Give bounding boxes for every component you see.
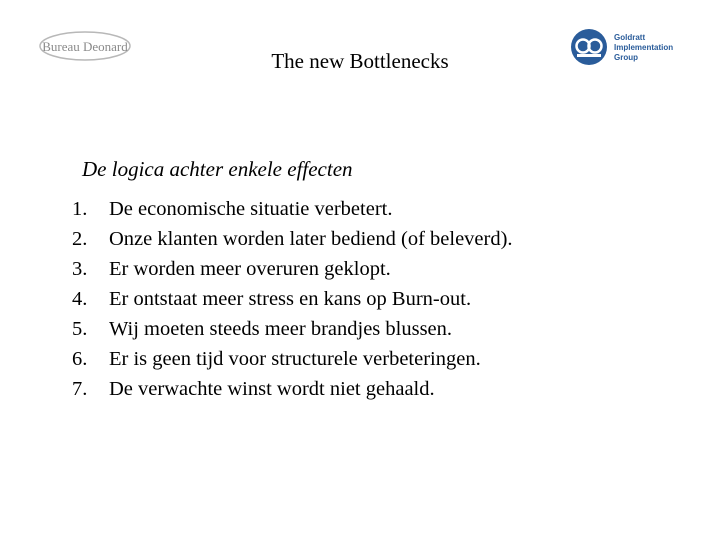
item-text: Wij moeten steeds meer brandjes blussen. [109,318,453,340]
list-item [72,284,513,314]
goldratt-brand-text: Goldratt Implementation Group [614,33,674,62]
item-number: 4. [72,288,88,310]
list-item [72,254,513,284]
item-number: 6. [72,348,88,370]
page-title: The new Bottlenecks [271,49,449,73]
item-number: 1. [72,198,88,220]
item-text: Er worden meer overuren geklopt. [109,258,391,280]
item-number: 2. [72,228,88,250]
item-text: Er is geen tijd voor structurele verbeteringen. [109,348,481,370]
item-text: Onze klanten worden later bediend (of beleverd). [109,228,513,250]
item-text: De verwachte winst wordt niet gehaald. [109,378,435,400]
item-text: De economische situatie verbetert. [109,198,393,220]
goldratt-logo [570,28,700,72]
svg-text:Bureau Deonard: Bureau Deonard [42,39,128,54]
list-item [72,344,513,374]
list-item [72,194,513,224]
list-item [72,224,513,254]
list-item [72,374,513,404]
item-number: 7. [72,378,88,400]
item-text: Er ontstaat meer stress en kans op Burn-out. [109,288,472,310]
item-number: 3. [72,258,88,280]
item-number: 5. [72,318,88,340]
effects-list [72,194,513,404]
list-item [72,314,513,344]
section-subtitle: De logica achter enkele effecten [82,157,353,181]
